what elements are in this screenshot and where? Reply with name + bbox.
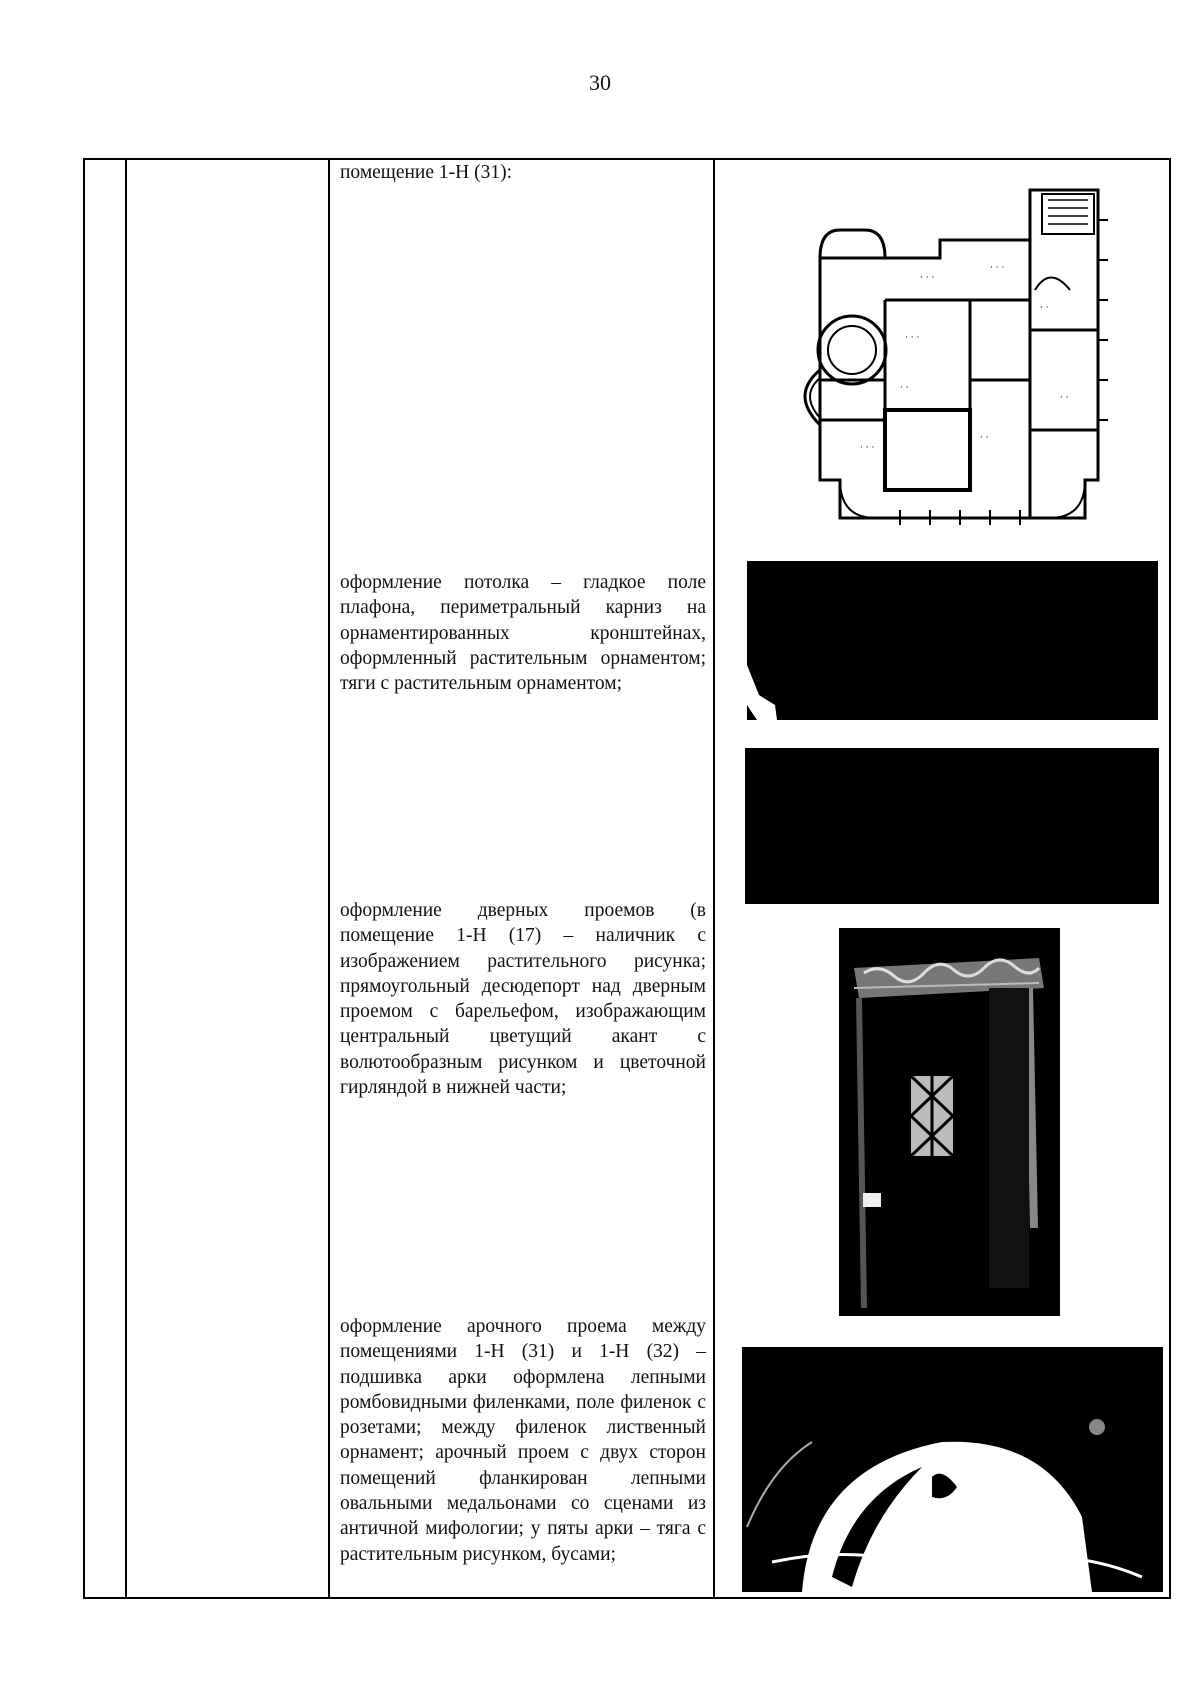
ceiling-description: оформление потолка – гладкое поле плафона, периметральный карниз на орнаментированных кронштейнах, оформленный растительным орнаментом; тяги с растительным орнаментом;: [340, 572, 706, 695]
door-photo: [839, 928, 1060, 1316]
svg-text:· · ·: · · ·: [990, 263, 1005, 273]
ceiling-photo-2: [745, 748, 1159, 904]
floor-plan-image: [780, 180, 1110, 530]
svg-text:· · ·: · · ·: [860, 443, 875, 453]
svg-text:· ·: · ·: [900, 383, 909, 393]
column-divider: [713, 158, 715, 1599]
svg-text:· · ·: · · ·: [905, 333, 920, 343]
svg-text:· ·: · ·: [1040, 303, 1049, 313]
door-description: оформление дверных проемов (в помещение 1-Н (17) – наличник с изображением растительного рисунка; прямоугольный десюдепорт над дверным проемом с барельефом, изображающим центральный цветущий акант с волютообразным рисунком и цветочной гирляндой в нижней части;: [340, 900, 706, 1099]
arch-photo: [742, 1347, 1163, 1592]
column-divider: [125, 158, 127, 1599]
room-heading: помещение 1-Н (31):: [340, 162, 512, 183]
arch-description: оформление арочного проема между помещениями 1-Н (31) и 1-Н (32) – подшивка арки оформлена лепными ромбовидными филенками, поле филенок с розетами; между филенок лиственный орнамент; арочный проем с двух сторон помещений фланкирован лепными овальными медальонами со сценами из античной мифологии; у пяты арки – тяга с растительным рисунком, бусами;: [340, 1316, 706, 1565]
ceiling-photo-1: [747, 555, 1158, 720]
column-divider: [328, 158, 330, 1599]
svg-text:· ·: · ·: [1060, 393, 1069, 403]
svg-text:· · ·: · · ·: [920, 273, 935, 283]
page-number: 30: [589, 70, 611, 95]
svg-text:· ·: · ·: [980, 433, 989, 443]
